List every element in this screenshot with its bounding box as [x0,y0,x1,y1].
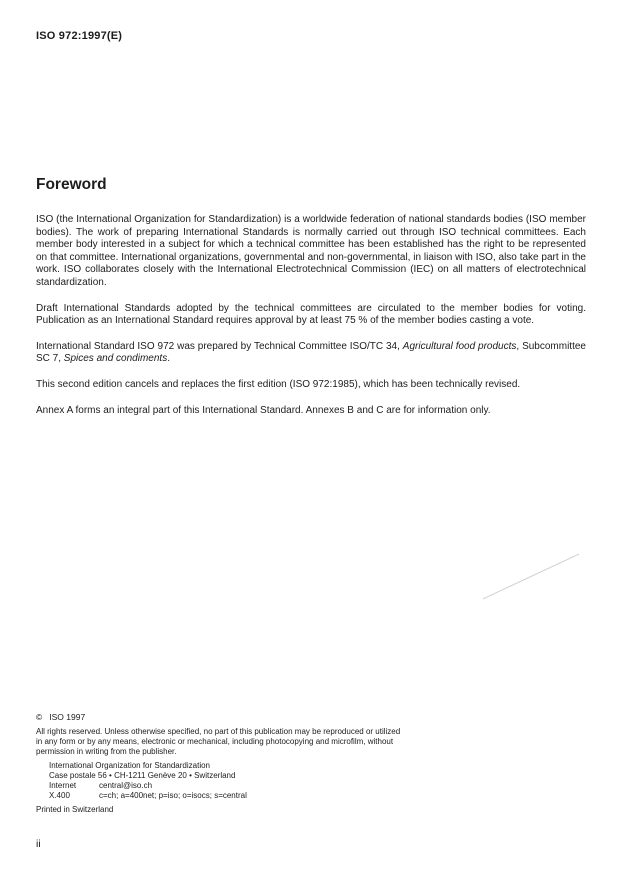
paragraph-committee [36,341,586,366]
paragraph-iso-federation: ISO (the International Organization for Standardization) is a worldwide federation of national standards bodies (ISO member bodies). The work of preparing International Standards is normally carried out through ISO technical committees. Each member body interested in a subject for which a technical committee has been established has the right to be represented on that committee. International organizations, governmental and non-governmental, in liaison with ISO, also take part in the work. ISO collaborates closely with the International Electrotechnical Commission (IEC) on all matters of electrotechnical standardization. [36,214,586,288]
copyright-block [36,712,456,815]
organization-block [49,761,456,801]
copyright-line [36,712,456,722]
committee-text-3: . [167,353,170,365]
foreword-title: Foreword [36,176,107,193]
foreword-section [36,176,586,430]
page-number: ii [36,838,41,850]
contact-internet-row [49,781,456,791]
paragraph-draft-standards: Draft International Standards adopted by the technical committees are circulated to the member bodies for voting. Publication as an International Standard requires approval by at least 75 % of the member bodies casting a vote. [36,302,586,327]
printed-in-notice: Printed in Switzerland [36,805,114,814]
document-reference: ISO 972:1997(E) [36,30,123,42]
committee-text-2: , Subcommittee SC 7, [36,340,586,365]
copyright-text: ISO 1997 [49,712,86,722]
contact-x400-row [49,791,456,801]
committee-text-1: International Standard ISO 972 was prepared by Technical Committee ISO/TC 34, [36,340,403,352]
rights-notice: All rights reserved. Unless otherwise specified, no part of this publication may be reproduced or utilized in any form or by any means, electronic or mechanical, including photocopying and microfilm, without permission in writing from the publisher. [36,727,401,756]
organization-name: International Organization for Standardization [49,761,210,770]
contact-x400-value: c=ch; a=400net; p=iso; o=isocs; s=central [99,791,247,800]
paragraph-second-edition: This second edition cancels and replaces the first edition (ISO 972:1985), which has been technically revised. [36,378,521,390]
contact-x400-label: X.400 [49,791,70,800]
committee-italic-title-2: Spices and condiments [63,353,168,365]
contact-internet-label: Internet [49,781,77,790]
scan-artifact-line [483,554,579,600]
contact-internet-value: central@iso.ch [99,781,153,790]
copyright-symbol-icon: © [36,712,43,722]
paragraph-annexes: Annex A forms an integral part of this International Standard. Annexes B and C are for information only. [36,404,491,416]
organization-address: Case postale 56 • CH-1211 Genève 20 • Switzerland [49,771,236,780]
committee-italic-title-1: Agricultural food products [402,340,517,352]
